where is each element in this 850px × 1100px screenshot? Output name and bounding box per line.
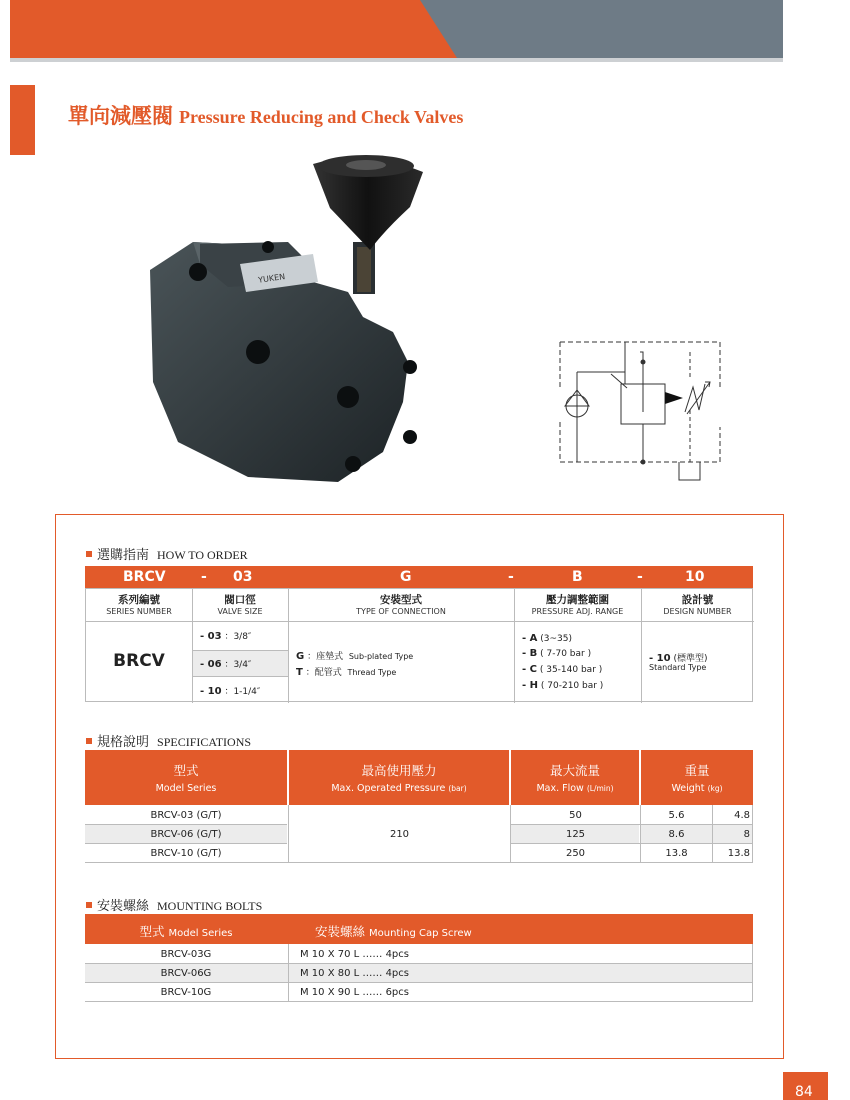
- range-option: - C ( 35-140 bar ): [522, 664, 603, 675]
- spec-row-weight-t: 13.8: [727, 848, 750, 859]
- code-size: 03: [233, 569, 253, 585]
- bolt-row-screw: M 10 X 80 L …… 4pcs: [300, 968, 409, 979]
- spec-row-weight-t: 4.8: [734, 810, 750, 821]
- bolt-row-model: BRCV-06G: [160, 968, 212, 979]
- range-option: - B ( 7-70 bar ): [522, 648, 592, 659]
- section-title-specifications: 規格說明 SPECIFICATIONS: [86, 731, 251, 750]
- spec-header-weight: 重量 Weight (kg): [641, 750, 753, 805]
- spec-row-flow: 50: [569, 810, 582, 821]
- bolts-header-screw: 安裝螺絲 Mounting Cap Screw: [315, 924, 472, 939]
- bullet-square-icon: [86, 902, 92, 908]
- order-code-bar: [85, 566, 753, 588]
- design-option: - 10 (標準型): [649, 653, 708, 664]
- page-title-en: Pressure Reducing and Check Valves: [179, 107, 464, 127]
- header-bar: [10, 0, 783, 58]
- bolts-table-body: [85, 944, 753, 1002]
- connection-option: T ：配管式 Thread Type: [296, 667, 397, 678]
- spec-header-model: 型式 Model Series: [85, 750, 287, 805]
- page-number: 84: [783, 1072, 828, 1100]
- title-marker: [10, 85, 35, 155]
- bolt-row-screw: M 10 X 90 L …… 6pcs: [300, 987, 409, 998]
- spec-row-flow: 250: [565, 848, 586, 859]
- spec-row-model: BRCV-06 (G/T): [150, 829, 222, 840]
- col-series: 系列編號 SERIES NUMBER: [106, 594, 172, 616]
- spec-row-weight-g: 8.6: [668, 829, 685, 840]
- spec-row-model: BRCV-03 (G/T): [150, 810, 222, 821]
- col-pressure-range: 壓力調整範圍 PRESSURE ADJ. RANGE: [531, 594, 624, 616]
- spec-row-model: BRCV-10 (G/T): [150, 848, 222, 859]
- range-option: - H ( 70-210 bar ): [522, 680, 604, 691]
- bolt-row-model: BRCV-10G: [160, 987, 212, 998]
- code-dash-3: -: [637, 569, 643, 585]
- col-valve-size: 閥口徑 VALVE SIZE: [217, 594, 263, 616]
- series-value: BRCV: [113, 651, 165, 671]
- design-option-en: Standard Type: [649, 663, 707, 672]
- bolts-header: [85, 914, 753, 944]
- code-dash-1: -: [201, 569, 207, 585]
- valve-product-photo: [138, 152, 428, 487]
- code-range: B: [572, 569, 583, 585]
- spec-header-pressure: 最高使用壓力 Max. Operated Pressure (bar): [289, 750, 509, 805]
- bolt-row-screw: M 10 X 70 L …… 4pcs: [300, 949, 409, 960]
- spec-row-weight-g: 13.8: [665, 848, 688, 859]
- code-series: BRCV: [123, 569, 166, 585]
- header-underline: [10, 58, 783, 62]
- page-title-zh: 單向減壓閥: [68, 104, 173, 128]
- bolts-header-model: 型式 Model Series: [139, 924, 233, 939]
- photo-brand-label: YUKEN: [257, 272, 286, 285]
- size-option: - 06 ：3/4″: [200, 659, 252, 670]
- header-bar-gray: [420, 0, 783, 58]
- spec-row-weight-t: 8: [743, 829, 750, 840]
- spec-table-body: [85, 805, 753, 863]
- code-connection: G: [400, 569, 412, 585]
- size-option: - 03 ：3/8″: [200, 631, 252, 642]
- bolt-row-model: BRCV-03G: [160, 949, 212, 960]
- spec-row-weight-g: 5.6: [668, 810, 685, 821]
- section-title-how-to-order: 選購指南 HOW TO ORDER: [86, 544, 248, 563]
- spec-header-flow: 最大流量 Max. Flow (L/min): [511, 750, 639, 805]
- bullet-square-icon: [86, 551, 92, 557]
- code-dash-2: -: [508, 569, 514, 585]
- size-option: - 10 ：1-1/4″: [200, 686, 261, 697]
- connection-option: G ：座墊式 Sub-plated Type: [296, 651, 414, 662]
- page-title: [68, 100, 463, 130]
- spec-row-flow: 125: [565, 829, 586, 840]
- hydraulic-symbol-diagram: [555, 332, 730, 482]
- spec-max-pressure: 210: [389, 829, 410, 840]
- code-design: 10: [685, 569, 705, 585]
- section-title-mounting-bolts: 安裝螺絲 MOUNTING BOLTS: [86, 895, 262, 914]
- order-table: [85, 588, 753, 702]
- bullet-square-icon: [86, 738, 92, 744]
- col-connection: 安裝型式 TYPE OF CONNECTION: [356, 594, 446, 616]
- col-design-number: 設計號 DESIGN NUMBER: [663, 594, 732, 616]
- range-option: - A (3~35): [522, 633, 572, 644]
